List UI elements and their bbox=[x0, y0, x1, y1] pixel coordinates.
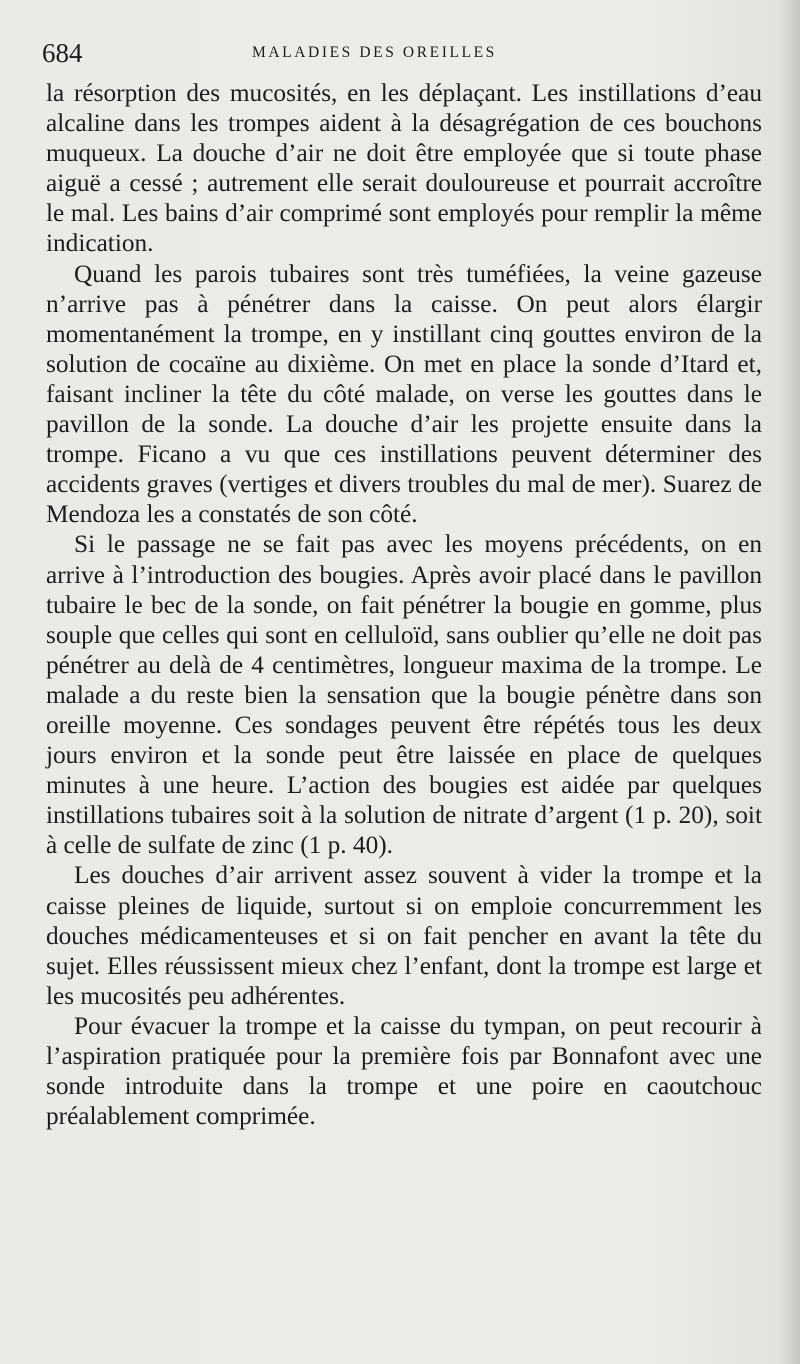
page-edge-shadow bbox=[778, 0, 800, 1364]
paragraph: Quand les parois tubaires sont très tuméfiées, la veine gazeuse n’arrive pas à pénétrer dans la caisse. On peut alors élargir momentanément la trompe, en y instillant cinq gouttes environ de la solution de cocaïne au dixième. On met en place la sonde d’Itard et, faisant incliner la tête du côté malade, on verse les gouttes dans le pavillon de la sonde. La douche d’air les projette ensuite dans la trompe. Ficano a vu que ces instillations peuvent déterminer des accidents graves (vertiges et divers troubles du mal de mer). Suarez de Mendoza les a constatés de son côté. bbox=[46, 259, 762, 529]
paragraph: la résorption des mucosités, en les déplaçant. Les instillations d’eau alcaline dans les trompes aident à la désagrégation de ces bouchons muqueux. La douche d’air ne doit être employée que si toute phase aiguë a cessé ; autrement elle serait douloureuse et pourrait accroître le mal. Les bains d’air comprimé sont employés pour remplir la même indication. bbox=[46, 79, 762, 258]
paragraph: Si le passage ne se fait pas avec les moyens précédents, on en arrive à l’introduction des bougies. Après avoir placé dans le pavillon tubaire le bec de la sonde, on fait pénétrer la bougie en gomme, plus souple que celles qui sont en celluloïd, sans oublier qu’elle ne doit pas pénétrer au delà de 4 centimètres, longueur maxima de la trompe. Le malade a du reste bien la sensation que la bougie pénètre dans son oreille moyenne. Ces sondages peuvent être répétés tous les deux jours environ et la sonde peut être laissée en place de quelques minutes à une heure. L’action des bougies est aidée par quelques instillations tubaires soit à la solution de nitrate d’argent (1 p. 20), soit à celle de sulfate de zinc (1 p. 40). bbox=[46, 530, 762, 860]
running-title: MALADIES DES OREILLES bbox=[252, 44, 497, 61]
page-number: 684 bbox=[42, 38, 83, 68]
paragraph: Les douches d’air arrivent assez souvent à vider la trompe et la caisse pleines de liquide, surtout si on emploie concurremment les douches médicamenteuses et si on fait pencher en avant la tête du sujet. Elles réussissent mieux chez l’enfant, dont la trompe est large et les mucosités peu adhérentes. bbox=[46, 861, 762, 1010]
paragraph: Pour évacuer la trompe et la caisse du tympan, on peut recourir à l’aspiration pratiquée pour la première fois par Bonnafont avec une sonde introduite dans la trompe et une poire en caoutchouc préalablement comprimée. bbox=[46, 1011, 762, 1131]
running-header bbox=[42, 38, 762, 78]
body-text bbox=[46, 78, 762, 1131]
